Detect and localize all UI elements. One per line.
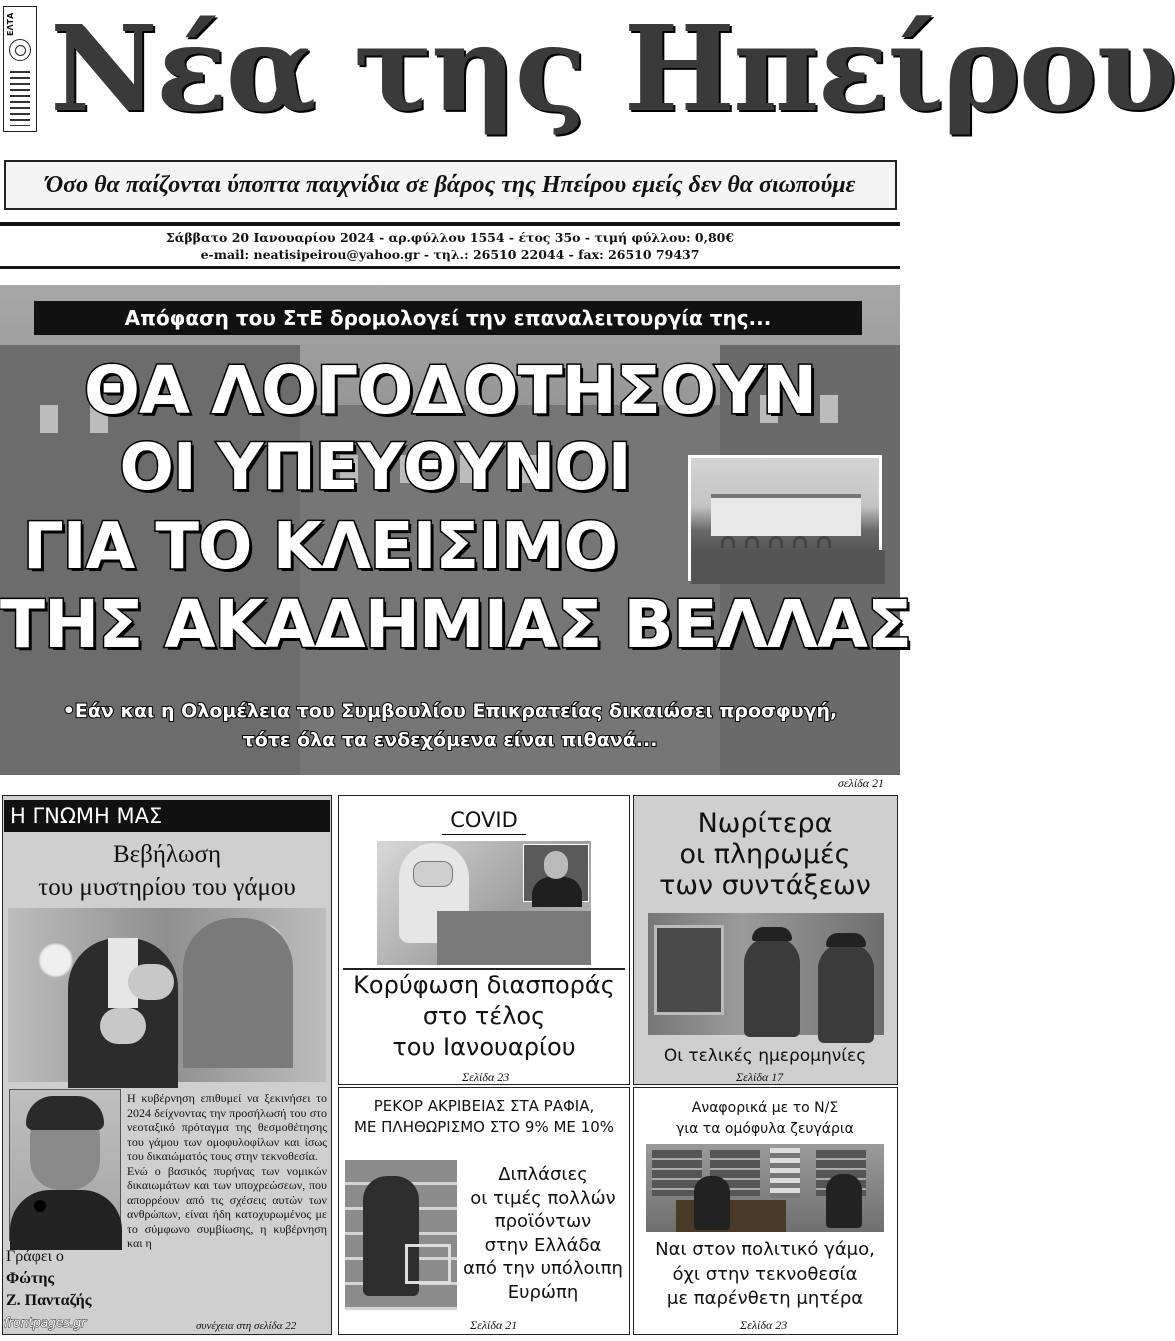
joined-hands <box>128 964 174 1000</box>
prices-headline-line: προϊόντων <box>494 1211 592 1232</box>
academy-photo <box>688 455 882 581</box>
prices-headline[interactable] <box>459 1163 627 1304</box>
byline-prefix: Γράφει ο <box>6 1248 64 1265</box>
lead-kicker: Απόφαση του ΣτΕ δρομολογεί την επαναλειτουργία της... <box>34 301 862 335</box>
lead-subhead-line-2: τότε όλα τα ενδεχόμενα είναι πιθανά... <box>242 729 658 751</box>
divider <box>0 222 900 226</box>
shopping-cart-icon <box>405 1244 451 1284</box>
atm-machine <box>654 925 724 1015</box>
civil-marriage-kicker-line: Αναφορικά με το Ν/Σ <box>691 1100 839 1116</box>
flag <box>770 1148 800 1198</box>
prices-headline-line: από την υπόλοιπη <box>463 1258 623 1279</box>
stamp-stripes <box>10 71 30 126</box>
academy-building <box>711 494 861 536</box>
opinion-title-line-1: Βεβήλωση <box>112 841 222 868</box>
pensioner-figure <box>818 943 874 1043</box>
joined-hands <box>100 1008 146 1044</box>
author-photo <box>9 1089 121 1241</box>
author-last-name: Ζ. Πανταζής <box>6 1292 92 1309</box>
prices-kicker-line: ΜΕ ΠΛΗΘΩΡΙΣΜΟ ΣΤΟ 9% ΜΕ 10% <box>353 1118 615 1136</box>
official-figure <box>826 1174 862 1228</box>
newspaper-title: Νέα της Ηπείρου <box>50 0 1175 138</box>
opinion-paragraph: Η κυβέρνηση επιθυμεί να ξεκινήσει το 2024 δείχνοντας την προσήλωσή του στο νεοταξικό πρόταγμα της θεσμοθέτησης του γάμου των ομοφυλοφίλων και ίσως του δικαιώματός τους στην τεκνοθεσία. <box>127 1091 327 1163</box>
lead-page-ref: σελίδα 21 <box>838 776 885 790</box>
author-body <box>10 1190 122 1250</box>
hat <box>826 933 866 947</box>
opinion-body <box>127 1091 327 1313</box>
postage-stamp-label: ΕΛΤΑ <box>6 12 15 36</box>
covid-headline-line: του Ιανουαρίου <box>392 1033 576 1061</box>
prices-headline-line: στην Ελλάδα <box>484 1234 602 1256</box>
lead-story[interactable] <box>0 285 912 772</box>
desk <box>676 1200 786 1232</box>
covid-label: COVID <box>442 806 526 835</box>
face-shield <box>413 861 453 887</box>
postage-stamp <box>3 6 37 132</box>
masthead <box>0 0 1175 222</box>
pensions-subhead: Οι τελικές ημερομηνίες <box>663 1046 867 1066</box>
pensions-photo <box>648 913 884 1035</box>
issue-info: Σάββατο 20 Ιανουαρίου 2024 - αρ.φύλλου 1554 - έτος 35ο - τιμή φύλλου: 0,80€ <box>165 230 735 245</box>
ground <box>691 550 885 584</box>
official-portrait <box>523 844 589 902</box>
meeting-photo <box>646 1144 884 1232</box>
civil-marriage-page-ref: Σελίδα 23 <box>740 1318 788 1332</box>
hospital-bed <box>437 911 591 965</box>
arch <box>793 536 807 548</box>
lead-headline-line-1: ΘΑ ΛΟΓΟΔΟΤΗΣΟΥΝ <box>83 352 817 429</box>
covid-headline-line: στο τέλος <box>422 1002 546 1030</box>
official-suit <box>532 877 582 907</box>
official-figure <box>694 1176 730 1230</box>
civil-marriage-kicker-line: για τα ομόφυλα ζευγάρια <box>676 1121 854 1137</box>
prices-headline-line: Διπλάσιες <box>498 1164 588 1185</box>
pensions-headline-line: Νωρίτερα <box>697 808 833 839</box>
arch <box>721 536 735 548</box>
microphone-icon <box>34 1200 46 1212</box>
hat <box>752 927 792 941</box>
pensions-headline-line: οι πληρωμές <box>679 839 851 870</box>
prices-headline-line: Ευρώπη <box>507 1281 579 1303</box>
opinion-title[interactable] <box>4 838 330 904</box>
dateline <box>0 229 900 265</box>
civil-marriage-kicker <box>636 1098 894 1140</box>
seal-icon <box>9 39 31 61</box>
wedding-photo <box>8 908 326 1082</box>
opinion-title-line-2: του μυστηρίου του γάμου <box>38 874 296 901</box>
watermark: frontpages.gr <box>4 1316 86 1331</box>
prices-page-ref: Σελίδα 21 <box>470 1318 518 1332</box>
covid-headline-line: Κορύφωση διασποράς <box>353 971 615 999</box>
civil-marriage-headline-line: με παρένθετη μητέρα <box>666 1288 864 1309</box>
lead-headline-line-4: ΤΗΣ ΑΚΑΔΗΜΙΑΣ ΒΕΛΛΑΣ <box>0 586 912 663</box>
arch <box>745 536 759 548</box>
author-hair <box>26 1096 104 1130</box>
covid-headline[interactable] <box>343 970 625 1063</box>
divider <box>0 266 900 269</box>
pensioner-figure <box>744 937 800 1037</box>
civil-marriage-headline-line: Ναι στον πολιτικό γάμο, <box>655 1239 875 1260</box>
opinion-label: Η ΓΝΩΜΗ ΜΑΣ <box>4 800 330 832</box>
opinion-paragraph: Ενώ ο βασικός πυρήνας των νομικών δικαιωμάτων και των υποχρεώσεων, που απορρέουν από τις σχέσεις αυτών των ανθρώπων, είναι ήδη κατοχυρωμένος με το σύμφωνο συμβίωσης, η κυβέρνηση και η <box>127 1163 327 1250</box>
prices-kicker-line: ΡΕΚΟΡ ΑΚΡΙΒΕΙΑΣ ΣΤΑ ΡΑΦΙΑ, <box>373 1097 595 1115</box>
pensions-page-ref: Σελίδα 17 <box>736 1070 784 1084</box>
civil-marriage-headline-line: όχι στην τεκνοθεσία <box>672 1263 858 1285</box>
pensions-headline-line: των συντάξεων <box>659 870 871 901</box>
arch <box>817 536 831 548</box>
contact-info: e-mail: neatisipeirou@yahoo.gr - τηλ.: 26510 22044 - fax: 26510 79437 <box>200 247 700 262</box>
covid-page-ref: Σελίδα 23 <box>462 1070 510 1084</box>
slogan: Όσο θα παίζονται ύποπτα παιχνίδια σε βάρος της Ηπείρου εμείς δεν θα σιωπούμε <box>4 160 897 210</box>
byline <box>6 1246 126 1312</box>
prices-headline-line: οι τιμές πολλών <box>470 1187 616 1209</box>
author-first-name: Φώτης <box>6 1270 55 1287</box>
lead-headline-line-2: ΟΙ ΥΠΕΥΘΥΝΟΙ <box>119 431 631 505</box>
civil-marriage-headline[interactable] <box>636 1238 894 1312</box>
opinion-continued[interactable]: συνέχεια στη σελίδα 22 <box>196 1320 297 1332</box>
supermarket-photo <box>345 1160 457 1310</box>
prices-kicker <box>341 1096 627 1138</box>
arch <box>769 536 783 548</box>
groom-figure <box>183 918 293 1068</box>
official-face <box>544 851 568 879</box>
lead-headline-line-3: ΓΙΑ ΤΟ ΚΛΕΙΣΙΜΟ <box>22 510 618 584</box>
lead-subhead-line-1: •Εάν και η Ολομέλεια του Συμβουλίου Επικρατείας δικαιώσει προσφυγή, <box>62 700 838 722</box>
lead-subhead <box>0 697 900 755</box>
pensions-headline[interactable] <box>636 808 894 901</box>
